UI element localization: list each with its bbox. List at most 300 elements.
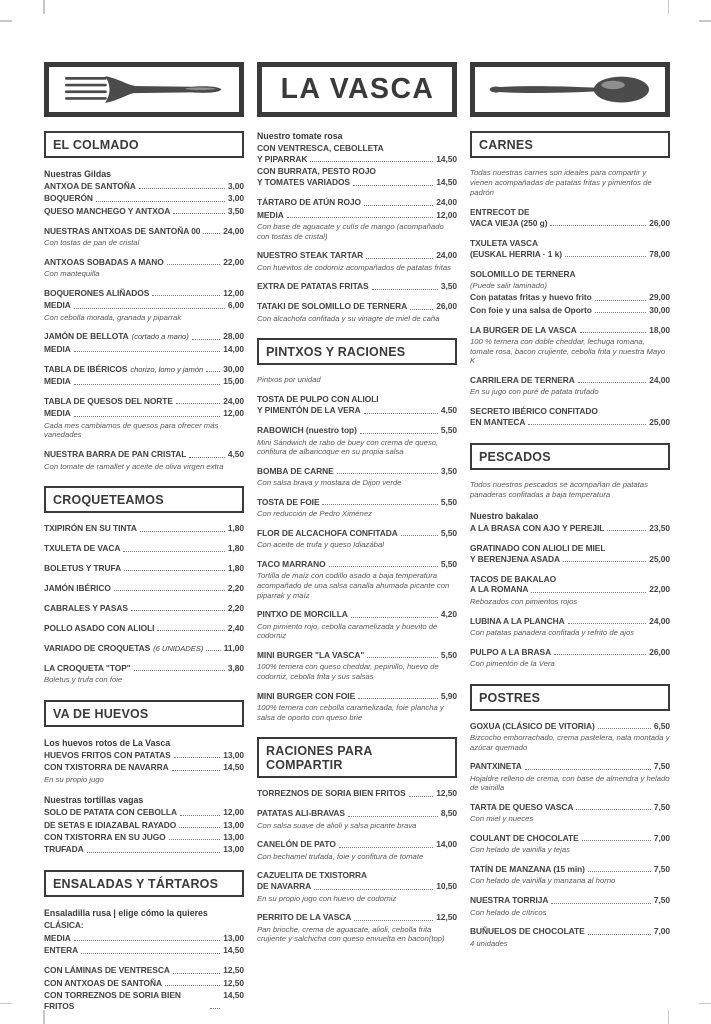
item-price: 12,00 bbox=[436, 209, 457, 220]
item-row bbox=[44, 643, 244, 654]
menu-item bbox=[470, 802, 670, 813]
dot-leader bbox=[322, 504, 437, 505]
item-price: 12,00 bbox=[223, 287, 244, 298]
item-price: 1,80 bbox=[227, 543, 244, 554]
item-name: FLOR DE ALCACHOFA CONFITADA bbox=[257, 527, 398, 538]
dot-leader bbox=[131, 610, 225, 611]
item-name: MEDIA bbox=[44, 408, 71, 419]
crop-mark bbox=[668, 1010, 670, 1024]
item-name: MINI BURGER CON FOIE bbox=[257, 690, 356, 701]
item-row bbox=[470, 325, 670, 336]
item-name: DE NAVARRA bbox=[257, 881, 312, 892]
item-row bbox=[470, 584, 670, 595]
item-description: Con reducción de Pedro Ximénez bbox=[257, 509, 372, 519]
item-name: PATATAS ALI-BRAVAS bbox=[257, 808, 345, 819]
item-price: 12,50 bbox=[223, 977, 244, 988]
menu-item bbox=[470, 721, 670, 732]
item-name: LA BURGER DE LA VASCA bbox=[470, 324, 577, 335]
menu-item bbox=[470, 375, 670, 386]
menu-item bbox=[44, 920, 244, 931]
menu-item bbox=[44, 449, 244, 460]
item-price: 13,00 bbox=[223, 844, 244, 855]
menu-item bbox=[44, 844, 244, 855]
dot-leader bbox=[173, 973, 220, 974]
menu-item bbox=[257, 650, 457, 661]
menu-item bbox=[257, 425, 457, 436]
dot-leader bbox=[367, 657, 438, 658]
item-price: 12,00 bbox=[223, 807, 244, 818]
dot-leader bbox=[563, 561, 646, 562]
item-price: 18,00 bbox=[649, 324, 670, 335]
item-row bbox=[44, 832, 244, 843]
dot-leader bbox=[123, 551, 225, 552]
group-title: Nuestro bakalao bbox=[470, 510, 539, 521]
menu-item bbox=[470, 574, 670, 596]
item-name: PANTXINETA bbox=[470, 761, 522, 772]
section-header: CARNES bbox=[470, 131, 670, 158]
item-name: TORREZNOS DE SORIA BIEN FRITOS bbox=[257, 788, 406, 799]
item-row bbox=[44, 331, 244, 342]
item-price: 24,00 bbox=[223, 396, 244, 407]
dot-leader bbox=[173, 213, 225, 214]
item-name: VARIADO DE CROQUETAS bbox=[44, 642, 151, 653]
item-price: 5,50 bbox=[440, 496, 457, 507]
item-price: 6,50 bbox=[653, 720, 670, 731]
item-name: CON VENTRESCA, CEBOLLETA bbox=[257, 143, 384, 153]
item-row bbox=[257, 301, 457, 312]
item-row bbox=[44, 376, 244, 387]
item-name: CON BURRATA, PESTO ROJO bbox=[257, 166, 376, 177]
dot-leader bbox=[124, 570, 225, 571]
item-price: 2,20 bbox=[227, 602, 244, 613]
item-row bbox=[44, 408, 244, 419]
item-description: Con helado de vainilla y tejas bbox=[470, 845, 571, 855]
item-price: 24,00 bbox=[436, 250, 457, 261]
item-row bbox=[470, 305, 670, 316]
crop-mark bbox=[668, 0, 670, 14]
menu-item bbox=[470, 543, 670, 565]
menu-item bbox=[44, 750, 244, 761]
menu-item bbox=[257, 808, 457, 819]
dot-leader bbox=[410, 309, 433, 310]
menu-item bbox=[257, 839, 457, 850]
item-price: 13,00 bbox=[223, 749, 244, 760]
item-name: CANELÓN DE PATO bbox=[257, 839, 336, 850]
item-price: 10,50 bbox=[436, 881, 457, 892]
item-name: BOMBA DE CARNE bbox=[257, 465, 334, 476]
dot-leader bbox=[364, 413, 438, 414]
item-name: NUESTRA BARRA DE PAN CRISTAL bbox=[44, 449, 187, 460]
item-price: 12,50 bbox=[223, 965, 244, 976]
item-price: 25,00 bbox=[649, 416, 670, 427]
menu-item bbox=[44, 965, 244, 976]
crop-mark bbox=[699, 1003, 711, 1005]
item-description: Con pimiento rojo, cebolla caramelizada y huevito de codorniz bbox=[257, 621, 438, 641]
menu-item bbox=[44, 193, 244, 204]
item-price: 23,50 bbox=[649, 522, 670, 533]
item-name: TÁRTARO DE ATÚN ROJO bbox=[257, 197, 361, 208]
item-name: LA CROQUETA "TOP" bbox=[44, 662, 131, 673]
menu-item bbox=[470, 325, 670, 336]
group-title: Los huevos rotos de La Vasca bbox=[44, 737, 171, 748]
item-row bbox=[257, 154, 457, 165]
item-row bbox=[44, 181, 244, 192]
dot-leader bbox=[598, 728, 651, 729]
menu-item bbox=[470, 926, 670, 937]
dot-leader bbox=[339, 847, 433, 848]
dot-leader bbox=[87, 852, 221, 853]
item-row bbox=[257, 808, 457, 819]
dot-leader bbox=[74, 308, 225, 309]
menu-item bbox=[44, 820, 244, 831]
item-name: GRATINADO CON ALIOLI DE MIEL bbox=[470, 542, 606, 553]
item-name: MEDIA bbox=[44, 300, 71, 311]
item-name: MEDIA bbox=[44, 932, 71, 943]
item-name: Y BERENJENA ASADA bbox=[470, 553, 561, 564]
menu-item bbox=[470, 269, 670, 280]
menu-item bbox=[257, 143, 457, 165]
item-row bbox=[470, 833, 670, 844]
item-name: SOLOMILLO DE TERNERA bbox=[470, 268, 576, 279]
item-price: 30,00 bbox=[649, 304, 670, 315]
dot-leader bbox=[409, 796, 434, 797]
item-name: JAMÓN DE BELLOTA bbox=[44, 331, 129, 342]
menu-item bbox=[470, 292, 670, 303]
item-row bbox=[257, 912, 457, 923]
menu-column-center bbox=[257, 131, 457, 1012]
item-price: 8,50 bbox=[440, 808, 457, 819]
item-row bbox=[44, 226, 244, 237]
item-row bbox=[44, 663, 244, 674]
item-price: 13,00 bbox=[223, 932, 244, 943]
item-price: 14,00 bbox=[223, 343, 244, 354]
item-name: DE SETAS E IDIAZABAL RAYADO bbox=[44, 819, 177, 830]
item-row bbox=[44, 945, 244, 956]
item-description: Con base de aguacate y culís de mango (acompañado con tostas de cristal) bbox=[257, 222, 444, 241]
item-price: 12,00 bbox=[223, 408, 244, 419]
menu-item bbox=[44, 226, 244, 237]
item-row bbox=[257, 839, 457, 850]
item-name: Y TOMATES VARIADOS bbox=[257, 177, 350, 188]
item-name: TARTA DE QUESO VASCA bbox=[470, 801, 574, 812]
dot-leader bbox=[354, 920, 433, 921]
dot-leader bbox=[580, 332, 647, 333]
item-name: ANTXOAS SOBADAS A MANO bbox=[44, 256, 164, 267]
dot-leader bbox=[565, 256, 646, 257]
menu-item bbox=[257, 394, 457, 416]
item-price: 14,00 bbox=[436, 839, 457, 850]
group-title: Nuestras Gildas bbox=[44, 169, 111, 179]
item-name: MINI BURGER "LA VASCA" bbox=[257, 649, 365, 660]
item-price: 7,50 bbox=[653, 761, 670, 772]
item-row bbox=[44, 257, 244, 268]
crop-mark bbox=[43, 1010, 45, 1024]
item-row bbox=[470, 523, 670, 534]
item-name: MEDIA bbox=[257, 209, 284, 220]
item-row bbox=[44, 583, 244, 594]
item-price: 7,50 bbox=[653, 864, 670, 875]
item-price: 3,00 bbox=[227, 193, 244, 204]
item-name: A LA BRASA CON AJO Y PEREJIL bbox=[470, 522, 605, 533]
menu-item bbox=[257, 912, 457, 923]
section-header: POSTRES bbox=[470, 684, 670, 711]
item-name: ANTXOA DE SANTOÑA bbox=[44, 181, 136, 191]
menu-item bbox=[44, 832, 244, 843]
section-header: CROQUETEAMOS bbox=[44, 486, 244, 513]
item-description: Con patatas panadera confitada y refrito de ajos bbox=[470, 627, 635, 637]
item-price: 3,50 bbox=[440, 281, 457, 292]
section-header: VA DE HUEVOS bbox=[44, 700, 244, 727]
item-name: TABLA DE IBÉRICOS bbox=[44, 363, 128, 374]
section-header: EL COLMADO bbox=[44, 131, 244, 158]
item-row bbox=[470, 554, 670, 565]
menu-item bbox=[470, 305, 670, 316]
menu-item bbox=[44, 583, 244, 594]
menu-item bbox=[44, 206, 244, 217]
dot-leader bbox=[348, 816, 438, 817]
menu-item bbox=[44, 978, 244, 989]
item-row bbox=[44, 603, 244, 614]
item-description: Bizcocho emborrachado, crema pastelera, nata montada y azúcar quemado bbox=[470, 733, 670, 752]
menu-item bbox=[44, 523, 244, 534]
item-price: 1,80 bbox=[227, 523, 244, 534]
item-price: 7,00 bbox=[653, 926, 670, 937]
item-row bbox=[257, 197, 457, 208]
menu-item bbox=[44, 543, 244, 554]
group-title: Nuestro tomate rosa bbox=[257, 131, 343, 141]
item-price: 3,80 bbox=[227, 662, 244, 673]
item-row bbox=[257, 559, 457, 570]
item-description: Con tomate de ramallet y aceite de oliva virgen extra bbox=[44, 461, 224, 471]
item-description: En su propio jugo bbox=[44, 774, 104, 784]
menu-item bbox=[44, 762, 244, 773]
item-price: 6,00 bbox=[227, 300, 244, 311]
dot-leader bbox=[554, 654, 646, 655]
item-row bbox=[257, 881, 457, 892]
item-name: SOLO DE PATATA CON CEBOLLA bbox=[44, 807, 177, 818]
item-row bbox=[44, 920, 244, 931]
item-row bbox=[470, 375, 670, 386]
menu-item bbox=[257, 281, 457, 292]
item-name: CON TXISTORRA DE NAVARRA bbox=[44, 762, 169, 773]
item-price: 15,00 bbox=[223, 376, 244, 387]
menu-item bbox=[44, 807, 244, 818]
item-name: LUBINA A LA PLANCHA bbox=[470, 615, 565, 626]
menu-item bbox=[257, 166, 457, 188]
dot-leader bbox=[588, 934, 651, 935]
menu-item bbox=[44, 344, 244, 355]
menu-item bbox=[470, 616, 670, 627]
item-price: 29,00 bbox=[649, 292, 670, 303]
item-name: EXTRA DE PATATAS FRITAS bbox=[257, 281, 369, 292]
item-name: COULANT DE CHOCOLATE bbox=[470, 832, 579, 843]
item-price: 25,00 bbox=[649, 553, 670, 564]
item-price: 11,00 bbox=[223, 642, 244, 653]
menu-item bbox=[44, 331, 244, 342]
item-description: 100% ternera con queso cheddar, pepinillo, huevo de codorniz, cebolla frita y sus salsas bbox=[257, 662, 439, 681]
item-name: ENTERA bbox=[44, 945, 79, 956]
item-row bbox=[257, 788, 457, 799]
dot-leader bbox=[210, 1008, 220, 1009]
dot-leader bbox=[360, 433, 438, 434]
menu-item bbox=[470, 207, 670, 229]
item-row bbox=[44, 750, 244, 761]
item-row bbox=[44, 288, 244, 299]
item-name: BOLETUS Y TRUFA bbox=[44, 563, 122, 573]
item-row bbox=[257, 691, 457, 702]
dot-leader bbox=[287, 217, 434, 218]
item-price: 26,00 bbox=[649, 646, 670, 657]
item-description: Con aceite de trufa y queso Idiazábal bbox=[257, 540, 384, 550]
item-row bbox=[470, 269, 670, 280]
header-row bbox=[0, 0, 711, 117]
dot-leader bbox=[203, 233, 220, 234]
menu-item bbox=[257, 788, 457, 799]
dot-leader bbox=[157, 630, 224, 631]
item-name: CARRILERA DE TERNERA bbox=[470, 374, 575, 385]
fork-image-box bbox=[44, 62, 244, 117]
menu-item bbox=[470, 523, 670, 534]
menu-item bbox=[257, 197, 457, 208]
menu-item bbox=[44, 257, 244, 268]
menu-item bbox=[257, 870, 457, 892]
item-row bbox=[470, 292, 670, 303]
item-name: CON LÁMINAS DE VENTRESCA bbox=[44, 965, 170, 976]
item-price: 5,90 bbox=[440, 690, 457, 701]
item-name: TABLA DE QUESOS DEL NORTE bbox=[44, 396, 173, 407]
item-description: Rebozados con pimientos rojos bbox=[470, 596, 578, 606]
menu-item bbox=[257, 691, 457, 702]
crop-mark bbox=[43, 0, 45, 14]
item-name: CLÁSICA: bbox=[44, 920, 84, 931]
item-price: 1,80 bbox=[227, 563, 244, 573]
item-description: Con huevitos de codorniz acompañados de patatas fritas bbox=[257, 262, 452, 272]
item-description: Hojaldre relleno de crema, con base de almendra y helado de vainilla bbox=[470, 773, 670, 793]
item-price: 5,50 bbox=[440, 558, 457, 569]
menu-item bbox=[470, 406, 670, 428]
group-title: Nuestras tortillas vagas bbox=[44, 795, 144, 806]
menu-item bbox=[44, 603, 244, 614]
dot-leader bbox=[74, 384, 221, 385]
item-price: 7,50 bbox=[653, 801, 670, 812]
item-row bbox=[44, 807, 244, 818]
dot-leader bbox=[595, 300, 647, 301]
item-price: 7,00 bbox=[653, 832, 670, 843]
item-name: SECRETO IBÉRICO CONFITADO bbox=[470, 405, 598, 416]
item-note: (cortado a mano) bbox=[131, 332, 189, 342]
item-description: Con tostas de pan de cristal bbox=[44, 238, 140, 248]
item-price: 7,50 bbox=[653, 895, 670, 906]
item-price: 14,50 bbox=[223, 989, 244, 1000]
dot-leader bbox=[169, 839, 221, 840]
item-row bbox=[470, 895, 670, 906]
item-name: MEDIA bbox=[44, 343, 71, 354]
item-name: GOXUA (CLÁSICO DE VITORIA) bbox=[470, 720, 595, 731]
dot-leader bbox=[353, 185, 433, 186]
item-price: 22,00 bbox=[223, 256, 244, 267]
item-description: Cada mes cambiamos de quesos para ofrecer más variedades bbox=[44, 420, 219, 440]
menu-item bbox=[257, 609, 457, 620]
item-row bbox=[44, 965, 244, 976]
dot-leader bbox=[310, 161, 433, 162]
item-row bbox=[44, 762, 244, 773]
item-row bbox=[44, 523, 244, 534]
spoon-image-box bbox=[470, 62, 670, 117]
item-description: En su jugo con puré de patata trufado bbox=[470, 387, 599, 397]
crop-mark bbox=[0, 1003, 12, 1005]
item-row bbox=[257, 497, 457, 508]
item-name: Con foie y una salsa de Oporto bbox=[470, 304, 592, 315]
item-name: TRUFADA bbox=[44, 844, 84, 855]
item-price: 2,40 bbox=[227, 622, 244, 633]
item-description: (Puede salir laminado) bbox=[470, 281, 547, 291]
dot-leader bbox=[140, 531, 225, 532]
item-name: TXULETA VASCA bbox=[470, 237, 539, 248]
item-row bbox=[44, 206, 244, 217]
item-name: PULPO A LA BRASA bbox=[470, 646, 552, 657]
item-row bbox=[44, 344, 244, 355]
dot-leader bbox=[174, 757, 221, 758]
menu-item bbox=[470, 864, 670, 875]
item-price: 14,50 bbox=[223, 945, 244, 956]
item-description: Con mantequilla bbox=[44, 269, 100, 279]
item-name: TACOS DE BAKALAO bbox=[470, 573, 557, 584]
item-row bbox=[44, 563, 244, 574]
menu-item bbox=[44, 396, 244, 407]
menu-item bbox=[470, 895, 670, 906]
item-note: (6 UNIDADES) bbox=[153, 643, 204, 653]
dot-leader bbox=[337, 473, 438, 474]
dot-leader bbox=[595, 312, 646, 313]
dot-leader bbox=[525, 769, 651, 770]
item-row bbox=[44, 844, 244, 855]
item-description: 100 % ternera con doble cheddar, lechuga romana, tomate rosa, bacon crujiente, cebolla frita y nuestra Mayo K bbox=[470, 337, 666, 366]
item-row bbox=[257, 405, 457, 416]
item-price: 3,00 bbox=[227, 181, 244, 191]
item-description: Con salsa suave de alioli y salsa picante brava bbox=[257, 820, 417, 830]
item-row bbox=[257, 650, 457, 661]
item-row bbox=[257, 528, 457, 539]
menu-item bbox=[257, 497, 457, 508]
item-description: Pan brioche, crema de aguacate, alioli, cebolla frita crujiente y salchicha con queso envuelta en bacon(top) bbox=[257, 924, 445, 944]
menu-item bbox=[257, 210, 457, 221]
item-name: JAMÓN IBÉRICO bbox=[44, 582, 111, 593]
item-price: 14,50 bbox=[436, 153, 457, 164]
item-name: MEDIA bbox=[44, 376, 71, 387]
menu-item bbox=[44, 945, 244, 956]
item-row bbox=[44, 933, 244, 944]
item-name: TATÍN DE MANZANA (15 min) bbox=[470, 864, 585, 875]
item-name: CABRALES Y PASAS bbox=[44, 602, 128, 613]
item-name: CON TORREZNOS DE SORIA BIEN FRITOS bbox=[44, 989, 181, 1011]
item-name: NUESTRAS ANTXOAS DE SANTOÑA 00 bbox=[44, 225, 201, 236]
dot-leader bbox=[588, 871, 651, 872]
item-price: 24,00 bbox=[649, 615, 670, 626]
menu-item bbox=[257, 301, 457, 312]
item-price: 24,00 bbox=[649, 374, 670, 385]
dot-leader bbox=[358, 698, 438, 699]
item-description: 4 unidades bbox=[470, 938, 508, 948]
item-description: Tortilla de maíz con codillo asado a baja temperatura acompañado de una salsa canalla ahumada picante con piparrak y maíz bbox=[257, 571, 450, 600]
dot-leader bbox=[351, 617, 438, 618]
item-note: chorizo, lomo y jamón bbox=[130, 364, 204, 374]
item-row bbox=[470, 616, 670, 627]
dot-leader bbox=[74, 416, 221, 417]
dot-leader bbox=[329, 566, 438, 567]
section-header: PINTXOS Y RACIONES bbox=[257, 338, 457, 365]
item-description: Con miel y nueces bbox=[470, 814, 534, 824]
item-price: 4,50 bbox=[440, 405, 457, 416]
